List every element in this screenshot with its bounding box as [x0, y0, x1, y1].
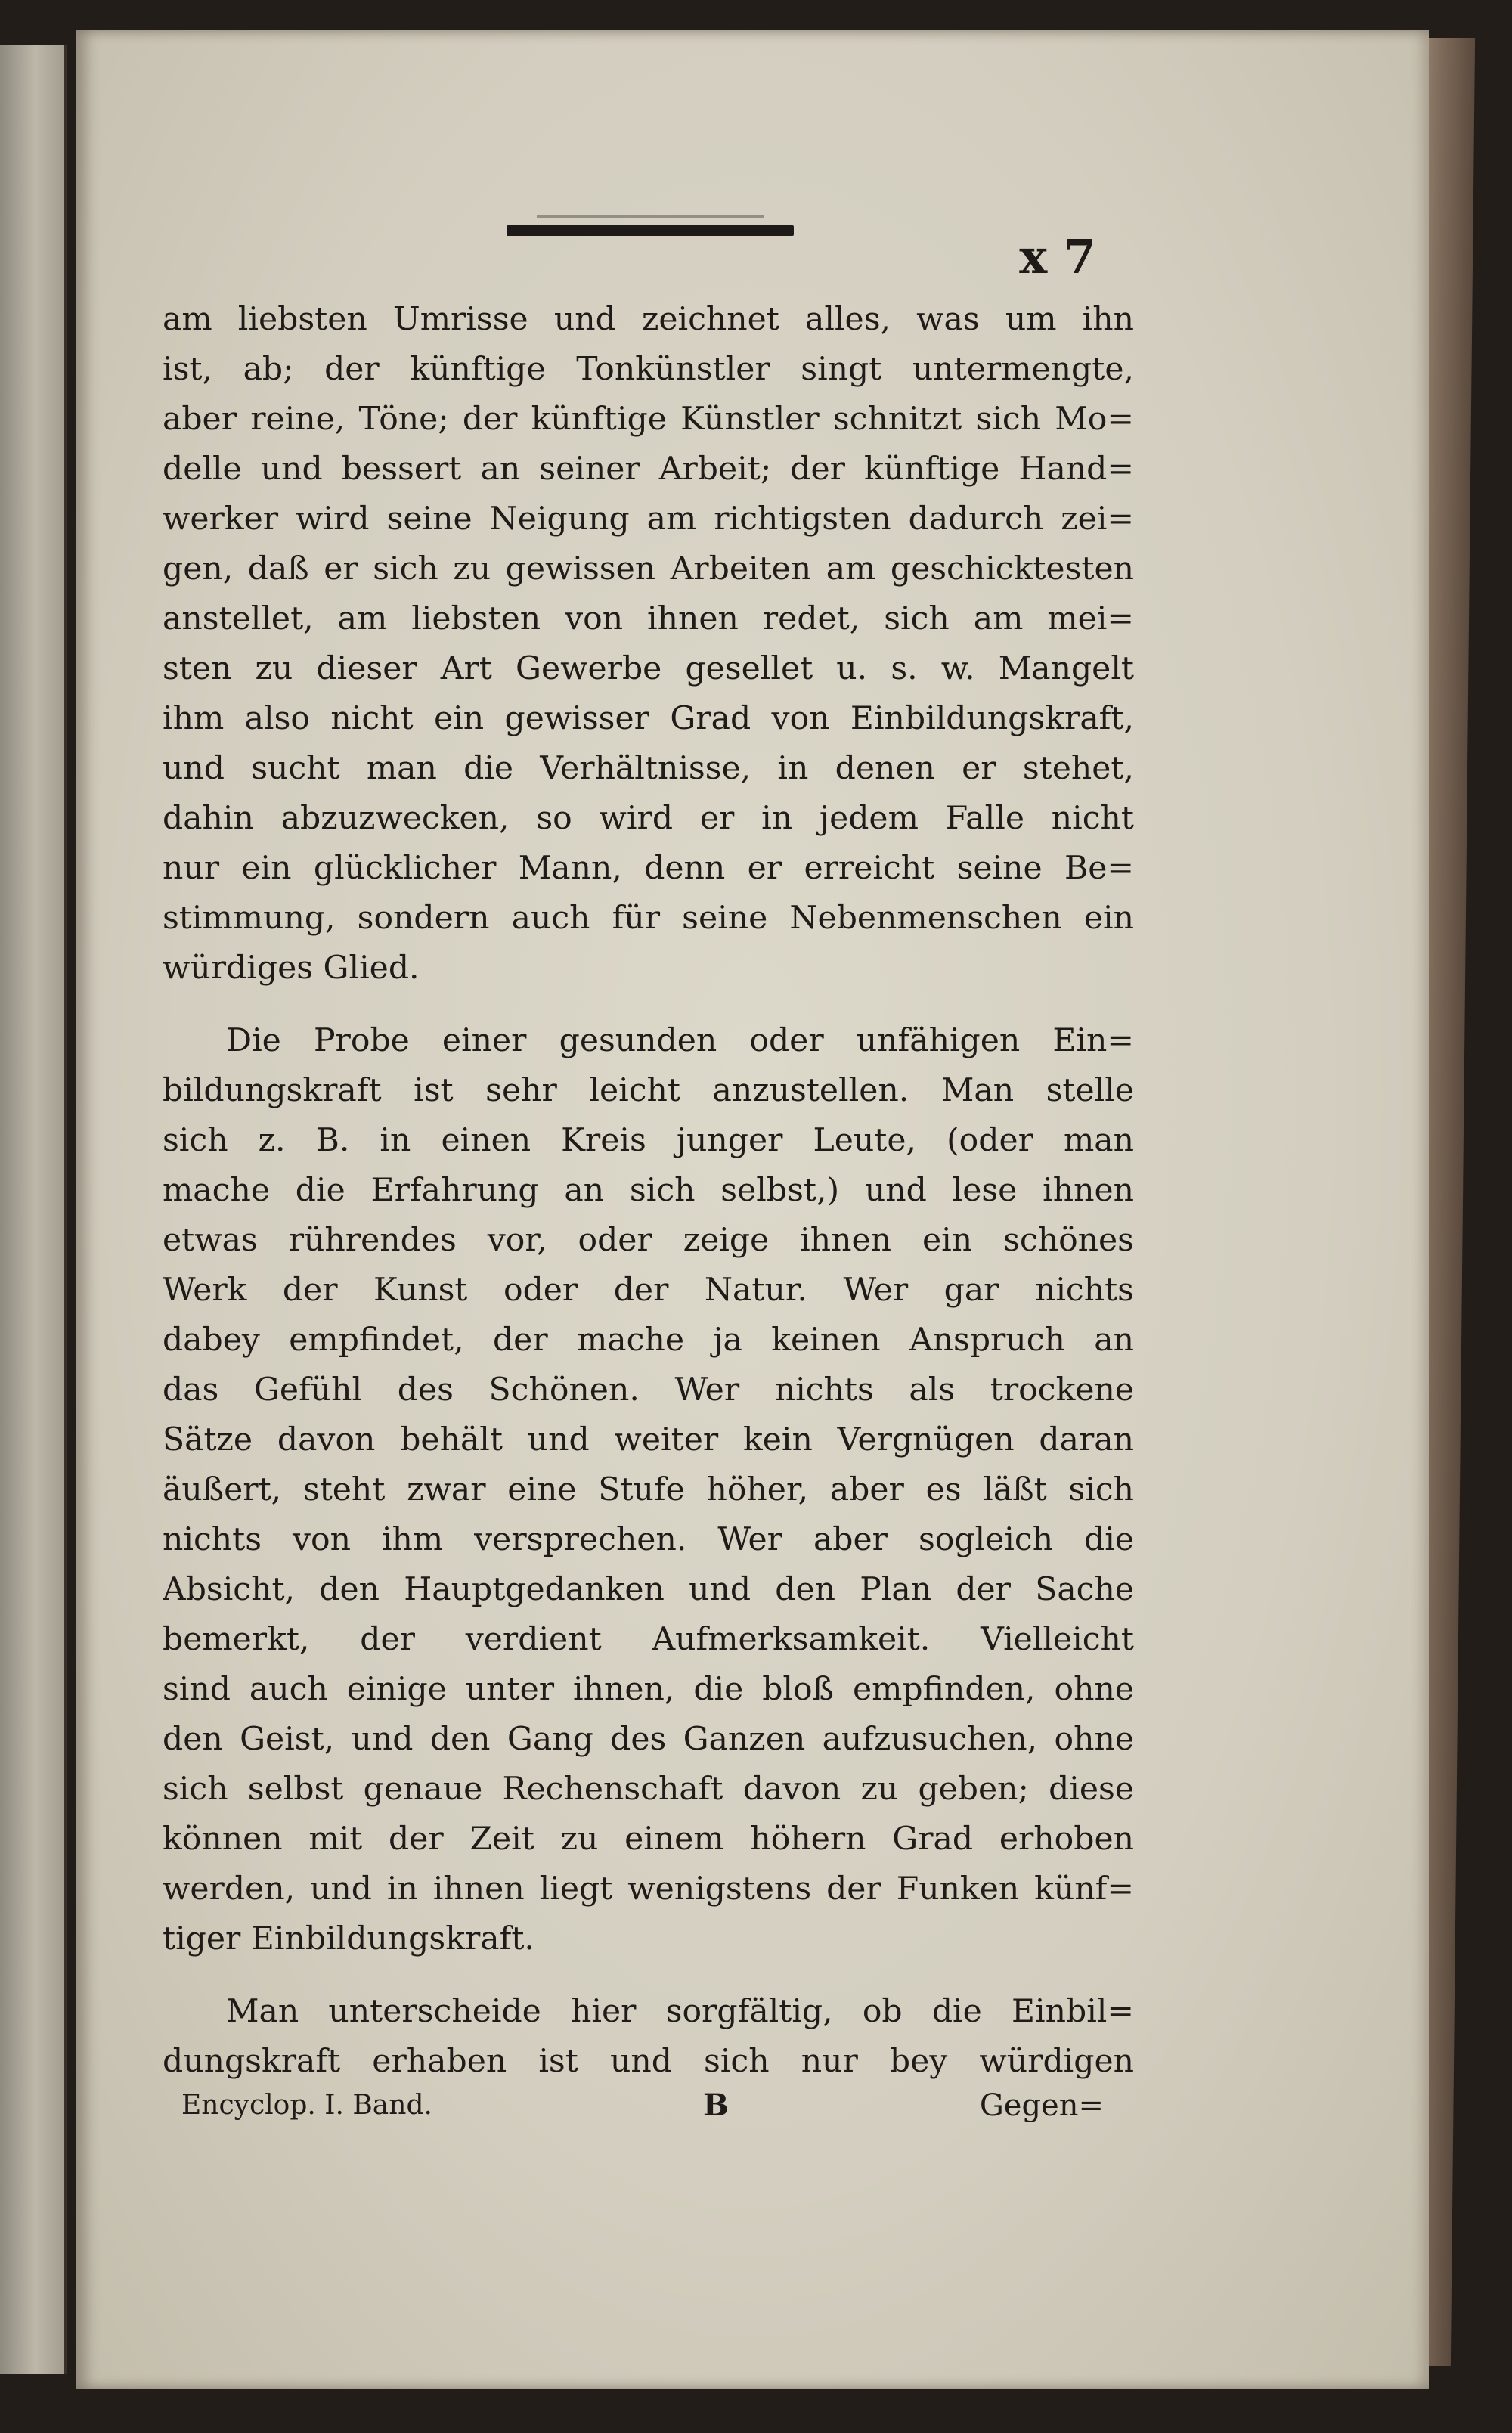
text-line: werker wird seine Neigung am richtigsten dadurch zei=	[163, 501, 1134, 538]
footer-catchword: Gegen=	[979, 2088, 1104, 2123]
text-line: äußert, steht zwar eine Stufe höher, aber es läßt sich	[163, 1471, 1134, 1508]
text-line: sich selbst genaue Rechenschaft davon zu geben; diese	[163, 1771, 1134, 1808]
text-line: Absicht, den Hauptgedanken und den Plan der Sache	[163, 1571, 1134, 1608]
text-line: delle und bessert an seiner Arbeit; der künftige Hand=	[163, 451, 1134, 488]
paragraph-3	[163, 1987, 1134, 2087]
text-line: aber reine, Töne; der künftige Künstler schnitzt sich Mo=	[163, 401, 1134, 438]
text-line: nichts von ihm versprechen. Wer aber sogleich die	[163, 1521, 1134, 1558]
text-line: stimmung, sondern auch für seine Nebenmenschen ein	[163, 900, 1134, 937]
footer-signature: B	[703, 2087, 729, 2123]
text-line: gen, daß er sich zu gewissen Arbeiten am geschicktesten	[163, 550, 1134, 587]
header-rule	[507, 225, 794, 236]
book-page	[76, 30, 1429, 2389]
body-text	[163, 295, 1134, 2087]
text-line: sind auch einige unter ihnen, die bloß empfinden, ohne	[163, 1671, 1134, 1708]
text-line: dabey empfindet, der mache ja keinen Anspruch an	[163, 1322, 1134, 1359]
paragraph-1	[163, 295, 1134, 993]
text-line: den Geist, und den Gang des Ganzen aufzusuchen, ohne	[163, 1721, 1134, 1758]
text-line: tiger Einbildungskraft.	[163, 1920, 534, 1957]
text-line: das Gefühl des Schönen. Wer nichts als trockene	[163, 1371, 1134, 1409]
header-rule-shadow	[537, 215, 764, 218]
text-line: bemerkt, der verdient Aufmerksamkeit. Vielleicht	[163, 1621, 1134, 1658]
previous-page-edge	[0, 45, 67, 2374]
footer-volume: Encyclop. I. Band.	[181, 2090, 432, 2121]
paragraph-gap	[163, 993, 1134, 1016]
text-line: und sucht man die Verhältnisse, in denen er stehet,	[163, 750, 1134, 787]
text-line: würdiges Glied.	[163, 950, 420, 987]
text-line: Werk der Kunst oder der Natur. Wer gar nichts	[163, 1272, 1134, 1309]
text-line: ihm also nicht ein gewisser Grad von Einbildungskraft,	[163, 700, 1134, 737]
text-line: dungskraft erhaben ist und sich nur bey würdigen	[163, 2043, 1134, 2080]
page-footer	[181, 2081, 1104, 2131]
text-line: Man unterscheide hier sorgfältig, ob die Einbil=	[226, 1993, 1134, 2030]
text-line: dahin abzuzwecken, so wird er in jedem Falle nicht	[163, 800, 1134, 837]
text-line: nur ein glücklicher Mann, denn er erreicht seine Be=	[163, 850, 1134, 887]
text-line: sten zu dieser Art Gewerbe gesellet u. s. w. Mangelt	[163, 650, 1134, 687]
text-line: sich z. B. in einen Kreis junger Leute, (oder man	[163, 1122, 1134, 1159]
text-line: können mit der Zeit zu einem höhern Grad erhoben	[163, 1821, 1134, 1858]
text-line: etwas rührendes vor, oder zeige ihnen ein schönes	[163, 1222, 1134, 1259]
paragraph-gap	[163, 1964, 1134, 1987]
text-line: ist, ab; der künftige Tonkünstler singt untermengte,	[163, 351, 1134, 388]
text-line: anstellet, am liebsten von ihnen redet, sich am mei=	[163, 600, 1134, 637]
text-line: werden, und in ihnen liegt wenigstens der Funken künf=	[163, 1870, 1134, 1908]
text-line: Sätze davon behält und weiter kein Vergnügen daran	[163, 1421, 1134, 1458]
text-line: am liebsten Umrisse und zeichnet alles, was um ihn	[163, 301, 1134, 338]
paragraph-2	[163, 1016, 1134, 1964]
page-signature-mark: x 7	[1019, 229, 1096, 284]
text-line: bildungskraft ist sehr leicht anzustellen. Man stelle	[163, 1072, 1134, 1109]
text-line: Die Probe einer gesunden oder unfähigen Ein=	[226, 1022, 1134, 1059]
text-line: mache die Erfahrung an sich selbst,) und lese ihnen	[163, 1172, 1134, 1209]
